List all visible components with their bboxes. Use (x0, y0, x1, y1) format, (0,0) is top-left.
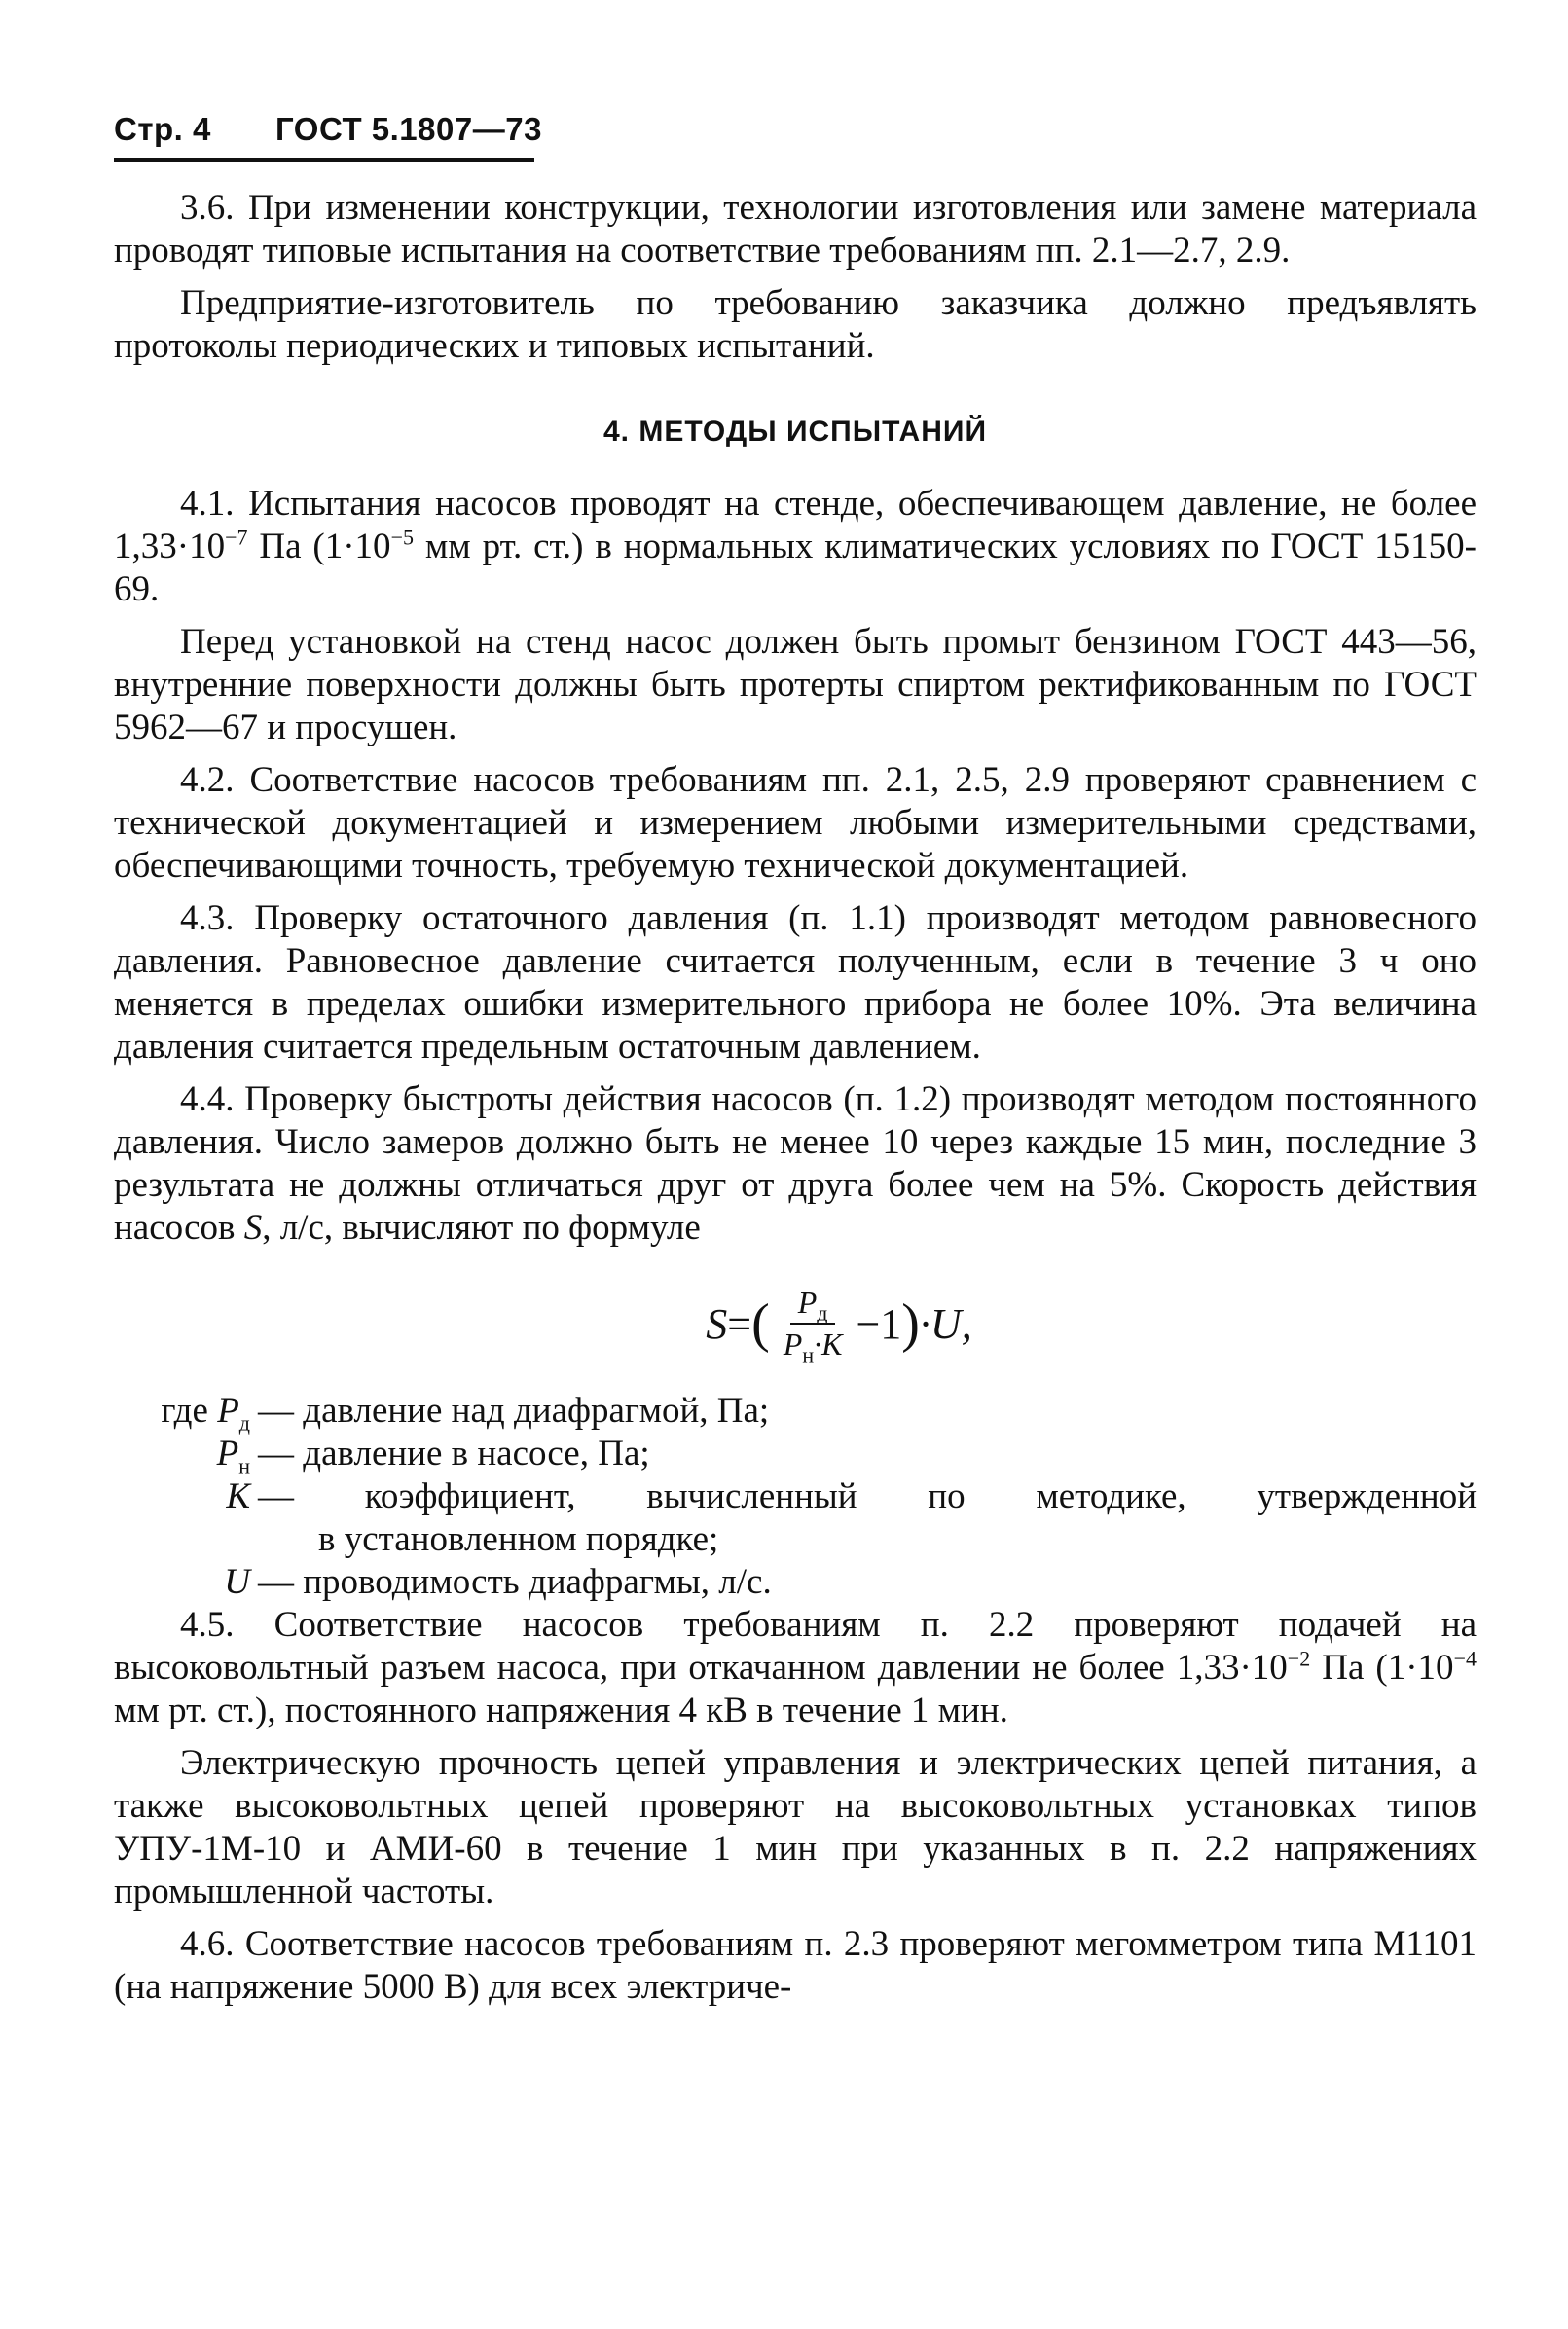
paragraph-3-6: 3.6. При изменении конструкции, технологии изготовления или замене материала проводят типовые испытания на соответствие требованиям пп. 2.1—2.7, 2.9. (114, 188, 1477, 271)
legend-item: K — коэффициент, вычисленный по методике, утвержденной (226, 1476, 1477, 1516)
paragraph-4-5-continued: Электрическую прочность цепей управления и электрических цепей питания, а также высоковольтных цепей проверяют на высоковольтных установках типов УПУ-1М-10 и АМИ-60 в течение 1 мин при указанных в п. 2.2 напряжениях промышленной частоты. (114, 1743, 1477, 1911)
paragraph-4-1: 4.1. Испытания насосов проводят на стенде, обеспечивающем давление, не более $1,33\cdot 10^{-7}$ Па ($1\cdot 10^{-5}$ мм рт. ст.) в нормальных климатических условиях по ГОСТ 15150-69. (114, 484, 1477, 609)
paragraph-4-6: 4.6. Соответствие насосов требованиям п. 2.3 проверяют мегомметром типа М1101 (на напряжение 5000 В) для всех электриче- (114, 1924, 1477, 2007)
page-number: Стр. 4 (114, 111, 211, 147)
speed-formula: S = ( $\frac{P_д}{P_н\cdot K}$ −1 ) ·U, (706, 1285, 972, 1367)
paragraph-4-4: 4.4. Проверку быстроты действия насосов (п. 1.2) производят методом постоянного давления. Число замеров должно быть не менее 10 через каждые 15 мин, последние 3 результата не должны отличаться друг от друга более чем на 5%. Скорость действия насосов S, л/с, вычисляют по формуле (114, 1079, 1477, 1248)
paragraph-4-2: 4.2. Соответствие насосов требованиям пп. 2.1, 2.5, 2.9 проверяют сравнением с технической документацией и измерением любыми измерительными средствами, обеспечивающими точность, требуемую технической документацией. (114, 760, 1477, 886)
header-rule (114, 158, 534, 162)
formula-legend (114, 1390, 1477, 1604)
document-code: ГОСТ 5.1807—73 (275, 111, 542, 147)
paragraph-4-3: 4.3. Проверку остаточного давления (п. 1.1) производят методом равновесного давления. Равновесное давление считается полученным, если в течение 3 ч оно меняется в пределах ошибки измерительного прибора не более 10%. Эта величина давления считается предельным остаточным давлением. (114, 898, 1477, 1067)
paragraph-4-1-continued: Перед установкой на стенд насос должен быть промыт бензином ГОСТ 443—56, внутренние поверхности должны быть протерты спиртом ректификованным по ГОСТ 5962—67 и просушен. (114, 622, 1477, 747)
legend-item: $P_н$ — давление в насосе, Па; (216, 1434, 650, 1478)
legend-item-continued: в установленном порядке; (318, 1519, 719, 1559)
paragraph-4-5: 4.5. Соответствие насосов требованиям п. 2.2 проверяют подачей на высоковольтный разъем насоса, при откачанном давлении не более $1,33\cdot 10^{-2}$ Па ($1\cdot 10^{-4}$ мм рт. ст.), постоянного напряжения 4 кВ в течение 1 мин. (114, 1605, 1477, 1730)
legend-item: U — проводимость диафрагмы, л/с. (224, 1562, 772, 1602)
section-heading: 4. МЕТОДЫ ИСПЫТАНИЙ (603, 416, 987, 448)
document-page (114, 107, 1477, 2009)
paragraph-3-6-continued: Предприятие-изготовитель по требованию заказчика должно предъявлять протоколы периодических и типовых испытаний. (114, 283, 1477, 366)
legend-item: где $P_д$ — давление над диафрагмой, Па; (161, 1391, 770, 1436)
page-header (114, 107, 1477, 152)
formula-fraction: $\frac{P_д}{P_н\cdot K}$ (783, 1285, 843, 1367)
